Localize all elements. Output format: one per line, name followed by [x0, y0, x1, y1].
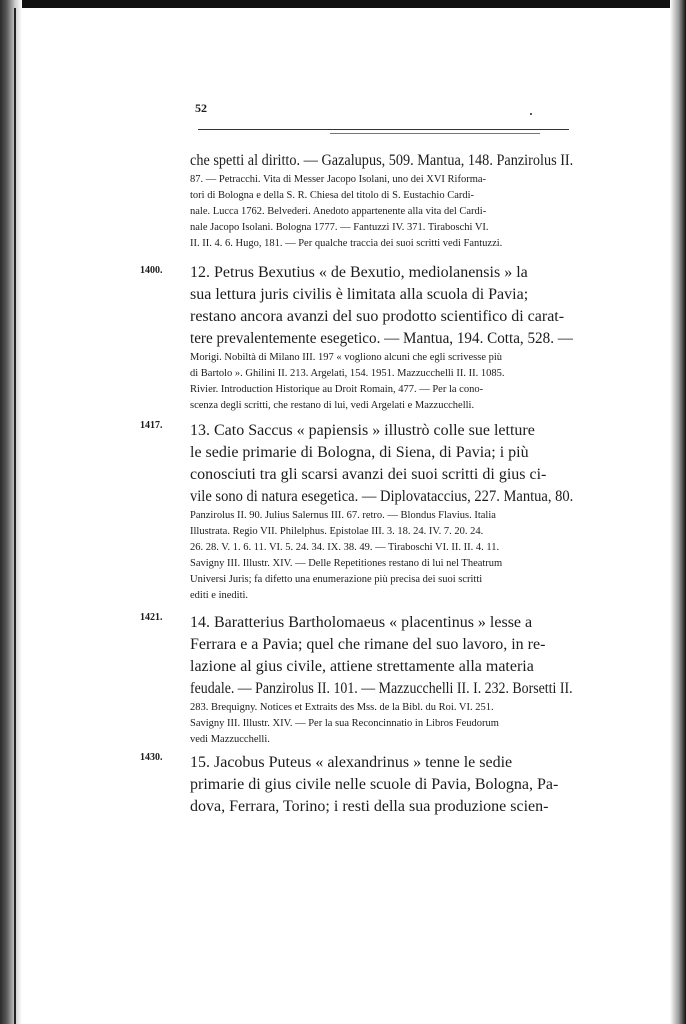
text-line: le sedie primarie di Bologna, di Siena, di Pavia; i più — [190, 444, 529, 461]
text-line: editi e inediti. — [190, 590, 249, 601]
text-line: conosciuti tra gli scarsi avanzi dei suoi scritti di gius ci- — [190, 466, 547, 483]
entry-continuation — [190, 150, 573, 252]
scan-top-band — [0, 0, 686, 8]
header-rule-secondary — [330, 133, 540, 134]
text-line: vile sono di natura esegetica. — Diplovataccius, 227. Mantua, 80. — [190, 488, 574, 505]
text-line: 87. — Petracchi. Vita di Messer Jacopo Isolani, uno dei XVI Riforma- — [190, 174, 487, 185]
text-line: Universi Juris; fa difetto una enumerazione più precisa dei suoi scritti — [190, 574, 483, 585]
page-number: 52 — [195, 101, 207, 115]
text-line: primarie di gius civile nelle scuole di Pavia, Bologna, Pa- — [190, 776, 559, 793]
text-line: Morigi. Nobiltà di Milano III. 197 « vogliono alcuni che egli scrivesse più — [190, 352, 503, 363]
text-line: 14. Baratterius Bartholomaeus « placentinus » lesse a — [190, 614, 533, 631]
text-line: 15. Jacobus Puteus « alexandrinus » tenne le sedie — [190, 754, 513, 771]
text-line: lazione al gius civile, attiene strettamente alla materia — [190, 658, 534, 675]
text-line: tori di Bologna e della S. R. Chiesa del titolo di S. Eustachio Cardi- — [190, 190, 475, 201]
text-line: dova, Ferrara, Torino; i resti della sua produzione scien- — [190, 798, 549, 815]
scan-right-edge — [670, 0, 686, 1024]
text-line: 283. Brequigny. Notices et Extraits des Mss. de la Bibl. du Roi. VI. 251. — [190, 702, 494, 713]
text-line: Panzirolus II. 90. Julius Salernus III. 67. retro. — Blondus Flavius. Italia — [190, 510, 496, 521]
text-line: scenza degli scritti, che restano di lui, vedi Argelati e Mazzucchelli. — [190, 400, 475, 411]
entry-15 — [190, 752, 573, 818]
text-line: II. II. 4. 6. Hugo, 181. — Per qualche traccia dei suoi scritti vedi Fantuzzi. — [190, 238, 503, 249]
speck — [530, 113, 532, 115]
text-line: tere prevalentemente esegetico. — Mantua, 194. Cotta, 528. — — [190, 330, 573, 347]
text-line: Ferrara e a Pavia; quel che rimane del suo lavoro, in re- — [190, 636, 546, 653]
scan-left-edge — [0, 0, 22, 1024]
header-rule — [198, 129, 569, 130]
entry-14 — [190, 612, 573, 748]
text-line: nale. Lucca 1762. Belvederi. Anedoto appartenente alla vita del Cardi- — [190, 206, 487, 217]
scan-binding-line — [14, 8, 16, 1024]
text-line: Savigny III. Illustr. XIV. — Delle Repetitiones restano di lui nel Theatrum — [190, 558, 503, 569]
text-line: 26. 28. V. 1. 6. 11. VI. 5. 24. 34. IX. 38. 49. — Tiraboschi VI. II. II. 4. 11. — [190, 542, 500, 553]
text-line: nale Jacopo Isolani. Bologna 1777. — Fantuzzi IV. 371. Tiraboschi VI. — [190, 222, 489, 233]
text-line: vedi Mazzucchelli. — [190, 734, 270, 745]
text-line: 13. Cato Saccus « papiensis » illustrò colle sue letture — [190, 422, 535, 439]
margin-year: 1400. — [140, 265, 163, 276]
margin-year: 1421. — [140, 612, 163, 623]
text-line: feudale. — Panzirolus II. 101. — Mazzucchelli II. I. 232. Borsetti II. — [190, 680, 573, 697]
text-line: che spetti al diritto. — Gazalupus, 509. Mantua, 148. Panzirolus II. — [190, 152, 574, 169]
entry-13 — [190, 420, 573, 604]
text-line: Illustrata. Regio VII. Philelphus. Epistolae III. 3. 18. 24. IV. 7. 20. 24. — [190, 526, 484, 537]
margin-year: 1417. — [140, 420, 163, 431]
text-line: restano ancora avanzi del suo prodotto scientifico di carat- — [190, 308, 565, 325]
text-line: Rivier. Introduction Historique au Droit Romain, 477. — Per la cono- — [190, 384, 484, 395]
text-line: sua lettura juris civilis è limitata alla scuola di Pavia; — [190, 286, 529, 303]
margin-year: 1430. — [140, 752, 163, 763]
text-line: di Bartolo ». Ghilini II. 213. Argelati, 154. 1951. Mazzucchelli II. II. 1085. — [190, 368, 505, 379]
text-line: Savigny III. Illustr. XIV. — Per la sua Reconcinnatio in Libros Feudorum — [190, 718, 499, 729]
text-line: 12. Petrus Bexutius « de Bexutio, mediolanensis » la — [190, 264, 528, 281]
entry-12 — [190, 262, 573, 414]
